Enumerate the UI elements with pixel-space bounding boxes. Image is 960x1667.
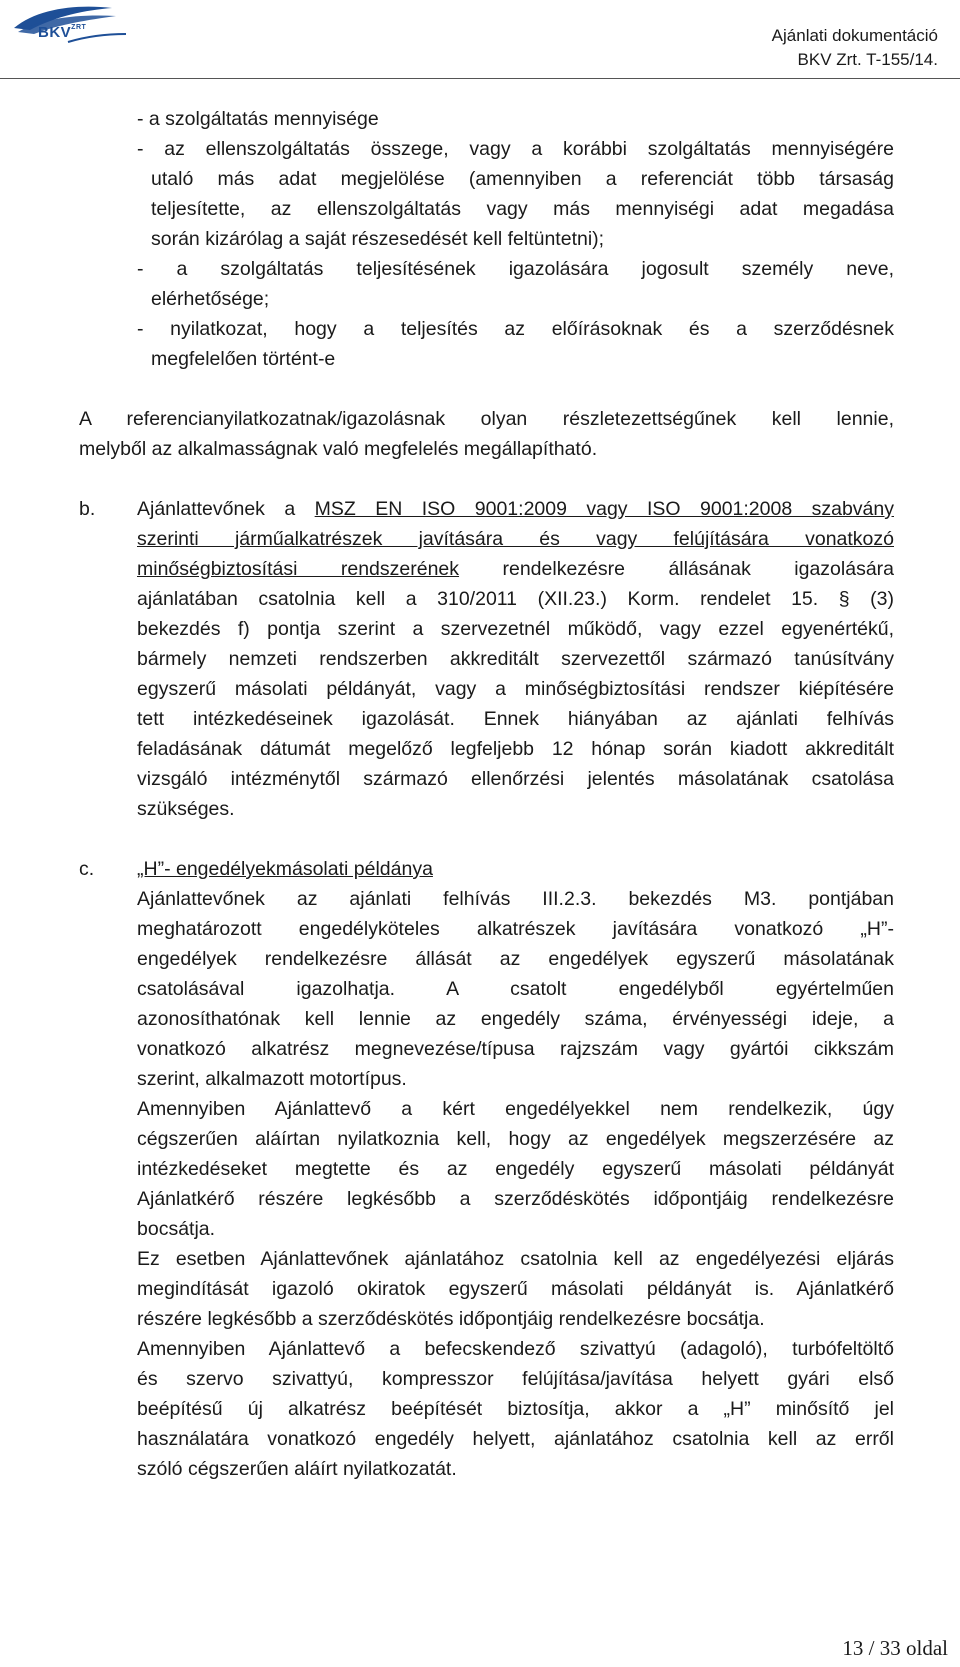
section-c-marker: c.: [79, 858, 95, 880]
list-item: - nyilatkozat, hogy a teljesítés az előírásoknak és a szerződésnek: [137, 318, 894, 340]
section-c-line: Amennyiben Ajánlattevő a kért engedélyekkel nem rendelkezik, úgy: [137, 1098, 894, 1120]
page-header: [0, 0, 960, 80]
list-item-cont: teljesítette, az ellenszolgáltatás vagy más mennyiségi adat megadása: [151, 198, 894, 220]
section-c-line: cégszerűen aláírtan nyilatkoznia kell, hogy az engedélyek megszerzésére az: [137, 1128, 894, 1150]
list-item-cont: megfelelően történt-e: [151, 348, 336, 370]
section-c-line: Ajánlatkérő részére legkésőbb a szerződéskötés időpontjáig rendelkezésre: [137, 1188, 894, 1210]
list-item-cont: során kizárólag a saját részesedését kell feltüntetni);: [151, 228, 605, 250]
header-info: [772, 24, 938, 72]
header-rule: [0, 78, 960, 79]
section-c-line: csatolásával igazolhatja. A csatolt engedélyből egyértelműen: [137, 978, 894, 1000]
section-c-line: meghatározott engedélyköteles alkatrészek javítására vonatkozó „H”-: [137, 918, 894, 940]
page-number: 13 / 33 oldal: [842, 1636, 948, 1660]
section-b-line: minőségbiztosítási rendszerének rendelkezésre állásának igazolására: [137, 558, 894, 580]
section-c-line: és szervo szivattyú, kompresszor felújítása/javítása helyett gyári első: [137, 1368, 894, 1390]
section-c-heading: „H”- engedélyekmásolati példánya: [137, 858, 433, 880]
list-item: - a szolgáltatás mennyisége: [137, 108, 379, 130]
section-b-line: vizsgáló intézménytől származó ellenőrzési jelentés másolatának csatolása: [137, 768, 894, 790]
section-c-line: Ajánlattevőnek az ajánlati felhívás III.2.3. bekezdés M3. pontjában: [137, 888, 894, 910]
section-b-line: Ajánlattevőnek a MSZ EN ISO 9001:2009 vagy ISO 9001:2008 szabvány: [137, 498, 894, 520]
section-c-line: intézkedéseket megtette és az engedély egyszerű másolati példányát: [137, 1158, 894, 1180]
list-item-cont: utaló más adat megjelölése (amennyiben a referenciát több társaság: [151, 168, 894, 190]
section-c-line: Amennyiben Ajánlattevő a befecskendező szivattyú (adagoló), turbófeltöltő: [137, 1338, 894, 1360]
paragraph-line: melyből az alkalmasságnak való megfelelés megállapítható.: [79, 438, 598, 460]
section-c-line: használatára vonatkozó engedély helyett, ajánlatához csatolnia kell az erről: [137, 1428, 894, 1450]
list-item-cont: elérhetősége;: [151, 288, 270, 310]
section-b-marker: b.: [79, 498, 96, 520]
section-b-line: tett intézkedéseinek igazolását. Ennek hiányában az ajánlati felhívás: [137, 708, 894, 730]
section-b-line: szerinti járműalkatrészek javítására és vagy felújítására vonatkozó: [137, 528, 894, 550]
section-c-line: bocsátja.: [137, 1218, 216, 1240]
doc-title: Ajánlati dokumentáció: [771, 26, 938, 45]
section-b-line: bekezdés f) pontja szerint a szervezetnél működő, vagy ezzel egyenértékű,: [137, 618, 894, 640]
paragraph-line: A referencianyilatkozatnak/igazolásnak olyan részletezettségűnek kell lennie,: [79, 408, 894, 430]
doc-reference: BKV Zrt. T-155/14.: [797, 50, 938, 69]
section-c-line: Ez esetben Ajánlattevőnek ajánlatához csatolnia kell az engedélyezési eljárás: [137, 1248, 894, 1270]
section-b-line: feladásának dátumát megelőző legfeljebb 12 hónap során kiadott akkreditált: [137, 738, 894, 760]
section-c-line: engedélyek rendelkezésre állását az engedélyek egyszerű másolatának: [137, 948, 894, 970]
list-item: - a szolgáltatás teljesítésének igazolására jogosult személy neve,: [137, 258, 894, 280]
section-c-line: megindítását igazoló okiratok egyszerű másolati példányát is. Ajánlatkérő: [137, 1278, 894, 1300]
section-b-line: szükséges.: [137, 798, 235, 820]
section-b-line: bármely nemzeti rendszerben akkreditált szervezettől származó tanúsítvány: [137, 648, 894, 670]
section-c-line: szerint, alkalmazott motortípus.: [137, 1068, 407, 1090]
section-b-line: egyszerű másolati példányát, vagy a minőségbiztosítási rendszer kiépítésére: [137, 678, 894, 700]
section-c-line: szóló cégszerűen aláírt nyilatkozatát.: [137, 1458, 457, 1480]
section-c-line: azonosíthatónak kell lennie az engedély száma, érvényességi ideje, a: [137, 1008, 894, 1030]
logo-text: $BKV^{ZRT}$: [38, 24, 87, 41]
list-item: - az ellenszolgáltatás összege, vagy a korábbi szolgáltatás mennyiségére: [137, 138, 894, 160]
section-c-line: vonatkozó alkatrész megnevezése/típusa rajzszám vagy gyártói cikkszám: [137, 1038, 894, 1060]
section-b-line: ajánlatában csatolnia kell a 310/2011 (XII.23.) Korm. rendelet 15. § (3): [137, 588, 894, 610]
section-c-line: beépítésű új alkatrész beépítését biztosítja, akkor a „H” minősítő jel: [137, 1398, 894, 1420]
section-c-line: részére legkésőbb a szerződéskötés időpontjáig rendelkezésre bocsátja.: [137, 1308, 765, 1330]
